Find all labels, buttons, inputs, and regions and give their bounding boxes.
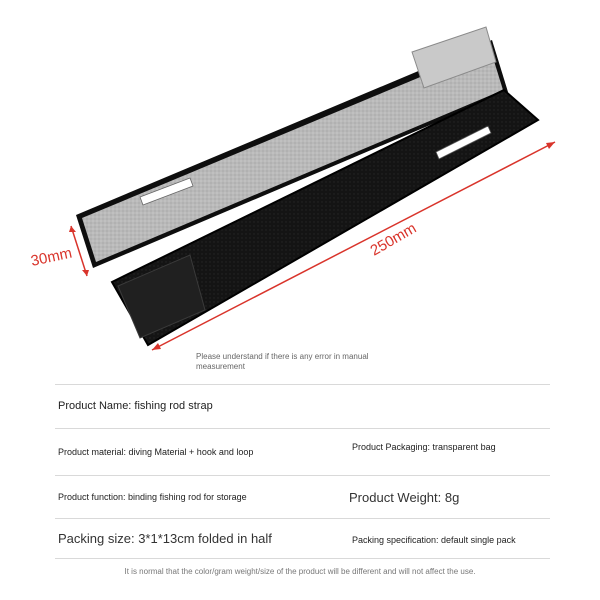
- divider: [55, 518, 550, 519]
- width-dimension-label: 30mm: [29, 244, 74, 270]
- divider: [55, 475, 550, 476]
- product-material: Product material: diving Material + hook and loop: [58, 447, 254, 457]
- product-name: Product Name: fishing rod strap: [58, 400, 213, 412]
- product-function: Product function: binding fishing rod for storage: [58, 492, 247, 502]
- divider: [55, 384, 550, 385]
- packing-specification: Packing specification: default single pack: [352, 535, 516, 545]
- packing-size: Packing size: 3*1*13cm folded in half: [58, 531, 272, 546]
- product-packaging: Product Packaging: transparent bag: [352, 442, 496, 452]
- divider: [55, 558, 550, 559]
- length-dimension-label: 250mm: [367, 219, 420, 260]
- divider: [55, 428, 550, 429]
- footer-disclaimer: It is normal that the color/gram weight/size of the product will be different and will not affect the use.: [124, 567, 476, 576]
- measurement-note: Please understand if there is any error in manual measurement: [196, 352, 369, 371]
- product-weight: Product Weight: 8g: [349, 490, 460, 505]
